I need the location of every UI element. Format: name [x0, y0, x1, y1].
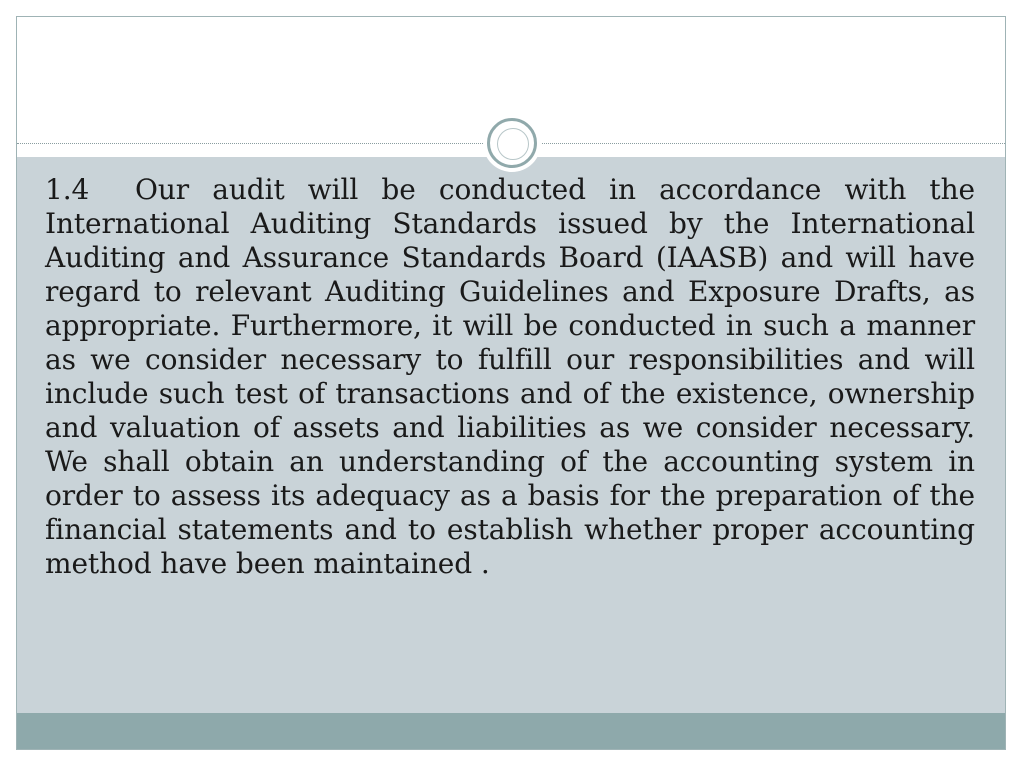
- paragraph-number: 1.4: [45, 173, 90, 206]
- slide: [16, 16, 1006, 750]
- circle-ornament-icon: [483, 114, 541, 172]
- ornament-ring: [487, 118, 537, 168]
- body-paragraph: [45, 173, 975, 581]
- ornament-inner-circle: [497, 128, 529, 160]
- paragraph-text: Our audit will be conducted in accordance with the International Auditing Standards issued by the International Auditing and Assurance Standards Board (IAASB) and will have regard to relevant Auditing Guidelines and Exposure Drafts, as appropriate. Furthermore, it will be conducted in such a manner as we consider necessary to fulfill our responsibilities and will include such test of transactions and of the existence, ownership and valuation of assets and liabilities as we consider necessary. We shall obtain an understanding of the accounting system in order to assess its adequacy as a basis for the preparation of the financial statements and to establish whether proper accounting method have been maintained .: [45, 173, 975, 580]
- footer-band: [17, 713, 1005, 749]
